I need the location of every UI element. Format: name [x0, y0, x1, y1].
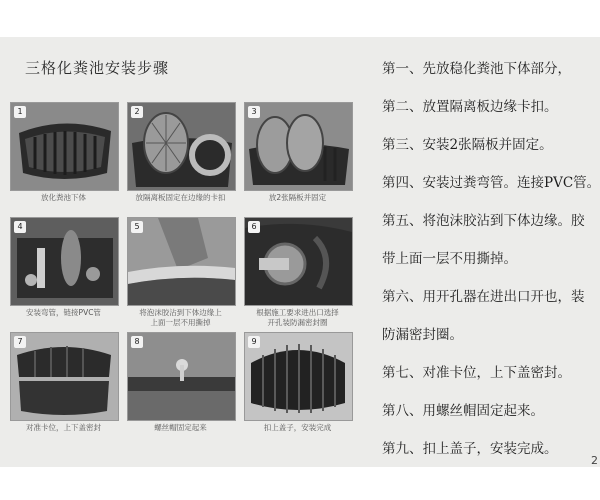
- photo-caption: 对准卡位，上下盖密封: [26, 423, 101, 432]
- step-line-7: 第六、用开孔器在进出口开也，装: [382, 289, 585, 305]
- step-number-badge: 6: [248, 221, 260, 233]
- step-line-1: 第一、先放稳化粪池下体部分，: [382, 61, 571, 77]
- step-number-badge: 9: [248, 336, 260, 348]
- photo-caption: 放隔离板固定在边缘的卡扣: [135, 193, 226, 202]
- photo-caption: 螺丝帽固定起来: [154, 423, 207, 432]
- step-line-11: 第九、扣上盖子，安装完成。: [382, 441, 558, 457]
- screw-cap-photo: [127, 332, 236, 421]
- step-number-badge: 1: [14, 106, 26, 118]
- step-line-8: 防漏密封圈。: [382, 327, 463, 343]
- photo-caption: 安装弯管，链接PVC管: [26, 308, 101, 317]
- step-line-6: 带上面一层不用撕掉。: [382, 251, 517, 267]
- document-title: 三格化粪池安装步骤: [25, 59, 170, 77]
- document-sheet: [0, 37, 600, 467]
- photo-caption: 扣上盖子，安装完成: [263, 423, 332, 432]
- step-number-badge: 3: [248, 106, 260, 118]
- step-line-4: 第四、安装过粪弯管。连接PVC管。: [382, 175, 600, 191]
- photo-caption: 将泡沫胶沾到下体边缘上 上面一层不用撕掉: [139, 308, 222, 327]
- finished-tank-photo: [244, 332, 353, 421]
- seal-lid-photo: [10, 332, 119, 421]
- step-number-badge: 5: [131, 221, 143, 233]
- step-line-3: 第三、安装2张隔板并固定。: [382, 137, 553, 153]
- step-line-5: 第五、将泡沫胶沾到下体边缘。胶: [382, 213, 585, 229]
- drill-hole-photo: [244, 217, 353, 306]
- installation-photo-grid: [10, 102, 352, 472]
- page-number: 2: [591, 454, 598, 467]
- foam-tape-photo: [127, 217, 236, 306]
- two-baffles-photo: [244, 102, 353, 191]
- tank-lower-body-photo: [10, 102, 119, 191]
- step-line-2: 第二、放置隔离板边缘卡扣。: [382, 99, 558, 115]
- photo-caption: 放化粪池下体: [41, 193, 86, 202]
- photo-caption: 根据施工要求进出口选择 开孔装防漏密封圈: [256, 308, 339, 327]
- step-number-badge: 7: [14, 336, 26, 348]
- baffle-clip-photo: [127, 102, 236, 191]
- elbow-pipe-photo: [10, 217, 119, 306]
- photo-caption: 放2张隔板并固定: [268, 193, 327, 202]
- step-line-9: 第七、对准卡位，上下盖密封。: [382, 365, 571, 381]
- step-number-badge: 8: [131, 336, 143, 348]
- step-line-10: 第八、用螺丝帽固定起来。: [382, 403, 544, 419]
- step-number-badge: 4: [14, 221, 26, 233]
- step-number-badge: 2: [131, 106, 143, 118]
